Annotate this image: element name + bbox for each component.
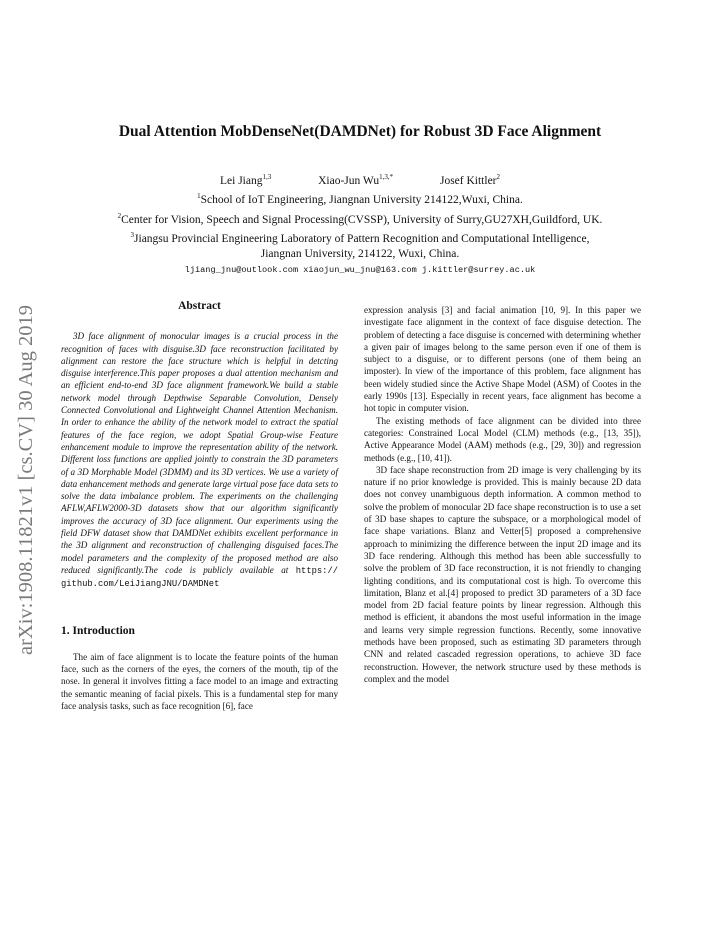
author-emails: ljiang_jnu@outlook.com xiaojun_wu_jnu@163.com j.kittler@surrey.ac.uk [184,264,536,275]
paper-title: Dual Attention MobDenseNet(DAMDNet) for Robust 3D Face Alignment [118,123,602,140]
body-paragraph: expression analysis [3] and facial animation [10, 9]. In this paper we investigate face alignment in the context of face disguise detection. The problem of detecting a face disguise is concerned with determining whether a given pair of images belong to the same person even if one of them is subject to a disguise, or to different persons (one of them being an imposter). In view of the importance of this problem, face alignment has been widely studied since the Active Shape Model (ASM) of Cootes in the early 1990s [13]. Especially in recent years, face alignment has become a hot topic in computer vision. [364,305,641,414]
affiliation: $^2$Center for Vision, Speech and Signal Processing(CVSSP), University of Surry,GU27XH,Guildford, UK. [117,211,603,226]
affiliation: Jiangnan University, 214122, Wuxi, China. [260,248,460,261]
right-column [364,304,641,685]
arxiv-sidebar [4,240,40,660]
affiliation: $^3$Jiangsu Provincial Engineering Laboratory of Pattern Recognition and Computational Intelligence, [130,230,590,245]
abstract-heading: Abstract [178,300,221,312]
author: Josef Kittler$^2$ [439,173,500,187]
body-paragraph: 3D face shape reconstruction from 2D image is very challenging by its nature if no prior knowledge is provided. This is mainly because 2D data does not convey unambiguous depth information. A common method to solve the problem of monocular 2D face shape reconstruction is to use a set of 3D base shapes to capture the subspace, or a morphological model of face shape variations. Blanz and Vetter[5] proposed a comprehensive approach to minimizing the difference between the input 2D image and its 3D face rendering. Although this method has been able successfully to solve the problem of 3D face reconstruction, it is not friendly to changing lighting conditions, and its computational cost is high. To overcome this limitation, Blanz et al.[4] proposed to predict 3D parameters of a 3D face model from 2D facial feature points by linear regression. Although this method is efficient, it abandons the most useful information in the image and learns very simple regression functions. Recently, some innovative methods have been proposed, such as estimating 3D parameters through CNN and related cascaded regression operations, to achieve 3D face reconstruction. However, the network structure used by these methods is complex and the model [364,464,641,684]
abstract-text: 3D face alignment of monocular images is a crucial process in the recognition of faces with disguise.3D face reconstruction facilitated by alignment can restore the face structure which is helpful in detcting disguise interference.This paper proposes a dual attention mechanism and an efficient end-to-end 3D face alignment framework.We build a stable network model through Depthwise Separable Convolution, Densely Connected Convolutional and Lightweight Channel Attention Mechanism. In order to enhance the ability of the network model to extract the spatial features of the face region, we adopt Spatial Group-wise Feature enhancement module to improve the representation ability of the network. Different loss functions are applied jointly to constrain the 3D parameters of a 3D Morphable Model (3DMM) and its 3D vertices. We use a variety of data enhancement methods and generate large virtual pose face data sets to solve the data imbalance problem. The experiments on the challenging AFLW,AFLW2000-3D datasets show that our algorithm significantly improves the accuracy of 3D face alignment. Our experiments using the field DFW dataset show that DAMDNet exhibits excellent performance in the 3D alignment and reconstruction of challenging disguised faces.The model parameters and the complexity of the proposed method are also reduced significantly.The code is publicly available at https:// github.com/LeiJiangJNU/DAMDNet [61,331,338,590]
body-paragraph: The aim of face alignment is to locate the feature points of the human face, such as the corners of the eyes, the corners of the mouth, tip of the nose. In general it involves fitting a face model to an image and extracting the semantic meaning of facial pixels. This is a fundamental step for many face analysis tasks, such as face recognition [6], face [61,651,338,712]
left-column [61,300,338,712]
body-paragraph: The existing methods of face alignment can be divided into three categories: Constrained Local Model (CLM) methods (e.g., [13, 35]), Active Appearance Model (AAM) methods (e.g., [29, 30]) and regression methods (e.g., [10, 41]). [364,415,641,463]
arxiv-id-svg [4,240,40,660]
section-heading: 1. Introduction [61,624,135,637]
affiliation: $^1$School of IoT Engineering, Jiangnan University 214122,Wuxi, China. [197,192,523,207]
author: Lei Jiang$^{1,3}$ [220,173,272,187]
author-block [60,170,660,278]
author-names [60,170,660,189]
arxiv-id: arXiv:1908.11821v1 [cs.CV] 30 Aug 2019 [15,305,37,655]
code-url[interactable]: https:// github.com/LeiJiangJNU/DAMDNet [61,565,338,590]
author: Xiao-Jun $Wu^{1,3,*}$ [318,173,394,187]
